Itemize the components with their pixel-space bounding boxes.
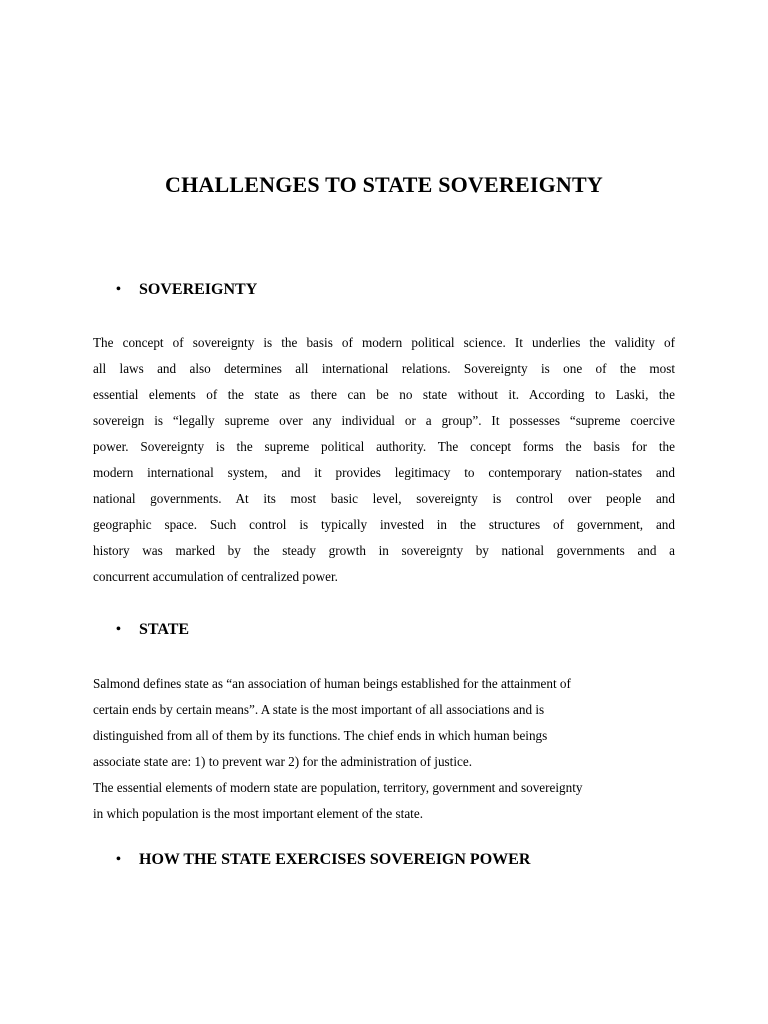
text-line: distinguished from all of them by its functions. The chief ends in which human beings: [93, 728, 548, 743]
paragraph-sovereignty: [93, 330, 675, 590]
heading-text: HOW THE STATE EXERCISES SOVEREIGN POWER: [139, 851, 531, 868]
section-heading-sovereign-power: [116, 851, 530, 869]
text-line: essential elements of the state as there can be no state without it. According to Laski, the: [93, 387, 675, 402]
text-line: certain ends by certain means”. A state is the most important of all associations and is: [93, 702, 545, 717]
text-line: modern international system, and it provides legitimacy to contemporary nation-states and: [93, 465, 675, 480]
text-line: geographic space. Such control is typically invested in the structures of government, and: [93, 517, 675, 532]
document-title: CHALLENGES TO STATE SOVEREIGNTY: [165, 172, 603, 197]
section-heading-sovereignty: [116, 281, 257, 299]
text-line: power. Sovereignty is the supreme political authority. The concept forms the basis for the: [93, 439, 675, 454]
text-line: The concept of sovereignty is the basis of modern political science. It underlies the validity of: [93, 335, 675, 350]
text-line: The essential elements of modern state are population, territory, government and sovereignty: [93, 780, 583, 795]
bullet-icon: •: [116, 852, 121, 867]
text-line: concurrent accumulation of centralized power.: [93, 569, 338, 584]
heading-text: SOVEREIGNTY: [139, 281, 258, 298]
text-line: in which population is the most important element of the state.: [93, 806, 423, 821]
text-line: sovereign is “legally supreme over any individual or a group”. It possesses “supreme coercive: [93, 413, 675, 428]
section-heading-state: [116, 621, 189, 639]
bullet-icon: •: [116, 622, 121, 637]
text-line: Salmond defines state as “an association of human beings established for the attainment of: [93, 676, 571, 691]
text-line: national governments. At its most basic level, sovereignty is control over people and: [93, 491, 675, 506]
text-line: all laws and also determines all international relations. Sovereignty is one of the most: [93, 361, 675, 376]
text-line: history was marked by the steady growth in sovereignty by national governments and a: [93, 543, 675, 558]
paragraph-state: [93, 671, 675, 827]
bullet-icon: •: [116, 282, 121, 297]
text-line: associate state are: 1) to prevent war 2) for the administration of justice.: [93, 754, 473, 769]
heading-text: STATE: [139, 621, 190, 638]
